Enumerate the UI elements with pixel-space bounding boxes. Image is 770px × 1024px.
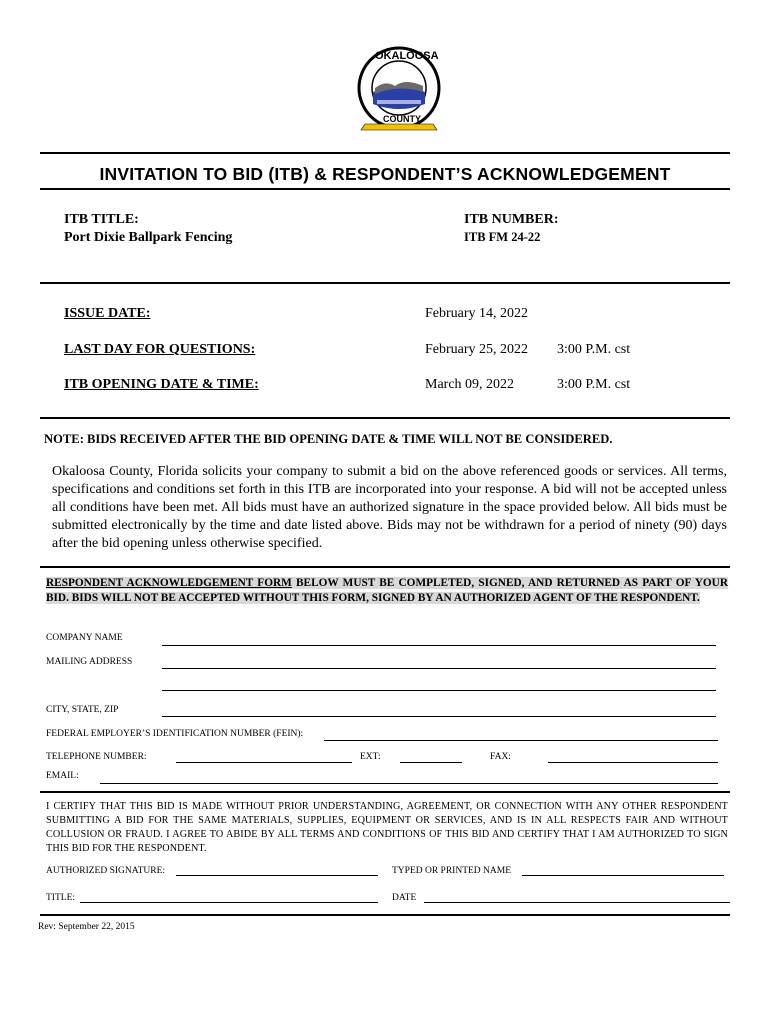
body-rule [40, 566, 730, 568]
itb-number-value: ITB FM 24-22 [464, 230, 541, 244]
questions-date-value: February 25, 2022 [425, 342, 529, 357]
date-label: DATE [392, 893, 417, 903]
title-rule [40, 188, 730, 190]
solicitation-text: Okaloosa County, Florida solicits your company to submit a bid on the above referenced goods or services. All terms, specifications and conditions set forth in this ITB are incorporated into your response. A bid will not be accepted unless all conditions have been met. All bids must have an authorized signature in the space provided below. All bids must be submitted electronically by the time and date listed above. Bids may not be withdrawn for a period of ninety (90) days after the bid opening unless otherwise specified. [52, 464, 727, 551]
opening-date-label: ITB OPENING DATE & TIME: [64, 377, 259, 392]
mailing-address-label: MAILING ADDRESS [46, 657, 133, 667]
certification-text: I CERTIFY THAT THIS BID IS MADE WITHOUT PRIOR UNDERSTANDING, AGREEMENT, OR CONNECTION WITH ANY OTHER RESPONDENT SUBMITTING A BID FOR THE SAME MATERIALS, SUPPLIES, EQUIPMENT OR SERVICES, AND IS IN ALL RESPECTS FAIR AND WITHOUT COLLUSION OR FRAUD. I AGREE TO ABIDE BY ALL TERMS AND CONDITIONS OF THIS BID AND CERTIFY THAT I AM AUTHORIZED TO SIGN THIS BID FOR THE RESPONDENT. [46, 801, 728, 854]
fein-field[interactable] [324, 740, 718, 741]
opening-date-value: March 09, 2022 [425, 377, 515, 392]
fax-field[interactable] [548, 762, 718, 763]
company-name-label: COMPANY NAME [46, 633, 123, 643]
page-title: INVITATION TO BID (ITB) & RESPONDENT’S ACKNOWLEDGEMENT [99, 164, 671, 184]
issue-date-value: February 14, 2022 [425, 306, 529, 321]
acknowledgement-instructions [46, 576, 728, 606]
telephone-label: TELEPHONE NUMBER: [46, 752, 147, 762]
itb-title-label: ITB TITLE: [64, 212, 139, 227]
email-field[interactable] [100, 783, 718, 784]
telephone-field[interactable] [176, 762, 352, 763]
fax-label: FAX: [490, 752, 511, 762]
issue-date-label: ISSUE DATE: [64, 306, 151, 321]
itb-rule [40, 282, 730, 284]
logo-bottom-text: COUNTY [383, 114, 421, 124]
email-label: EMAIL: [46, 771, 79, 781]
typed-name-label: TYPED OR PRINTED NAME [392, 866, 512, 876]
itb-title-value: Port Dixie Ballpark Fencing [64, 230, 233, 245]
mailing-address-field[interactable] [162, 668, 716, 669]
questions-time-value: 3:00 P.M. cst [557, 342, 631, 357]
title-label: TITLE: [46, 893, 76, 903]
bottom-rule [40, 914, 730, 916]
title-field[interactable] [80, 902, 378, 903]
opening-time-value: 3:00 P.M. cst [557, 377, 631, 392]
ext-field[interactable] [400, 762, 462, 763]
city-state-zip-field[interactable] [162, 716, 716, 717]
city-state-zip-label: CITY, STATE, ZIP [46, 705, 119, 715]
fields-rule [40, 791, 730, 793]
mailing-address-field-2[interactable] [162, 690, 716, 691]
authorized-signature-label: AUTHORIZED SIGNATURE: [46, 866, 166, 876]
ack-form-heading: RESPONDENT ACKNOWLEDGEMENT FORM [46, 577, 292, 589]
fein-label: FEDERAL EMPLOYER’S IDENTIFICATION NUMBER (FEIN): [46, 729, 304, 739]
company-name-field[interactable] [162, 645, 716, 646]
logo-top-text: OKALOOSA [375, 50, 439, 62]
itb-number-label: ITB NUMBER: [464, 212, 559, 227]
questions-date-label: LAST DAY FOR QUESTIONS: [64, 342, 256, 357]
dates-rule [40, 417, 730, 419]
authorized-signature-field[interactable] [176, 875, 378, 876]
ack-form-text: BELOW MUST BE COMPLETED, SIGNED, AND RETURNED AS PART OF YOUR BID. BIDS WILL NOT BE ACCEPTED WITHOUT THIS FORM, SIGNED BY AN AUTHORIZED AGENT OF THE RESPONDENT. [46, 577, 728, 604]
bid-note: NOTE: BIDS RECEIVED AFTER THE BID OPENING DATE & TIME WILL NOT BE CONSIDERED. [44, 432, 613, 446]
date-field[interactable] [424, 902, 730, 903]
typed-name-field[interactable] [522, 875, 724, 876]
county-seal-logo [355, 44, 451, 140]
top-rule [40, 152, 730, 154]
revision-date: Rev: September 22, 2015 [38, 922, 135, 932]
ext-label: EXT: [360, 752, 381, 762]
